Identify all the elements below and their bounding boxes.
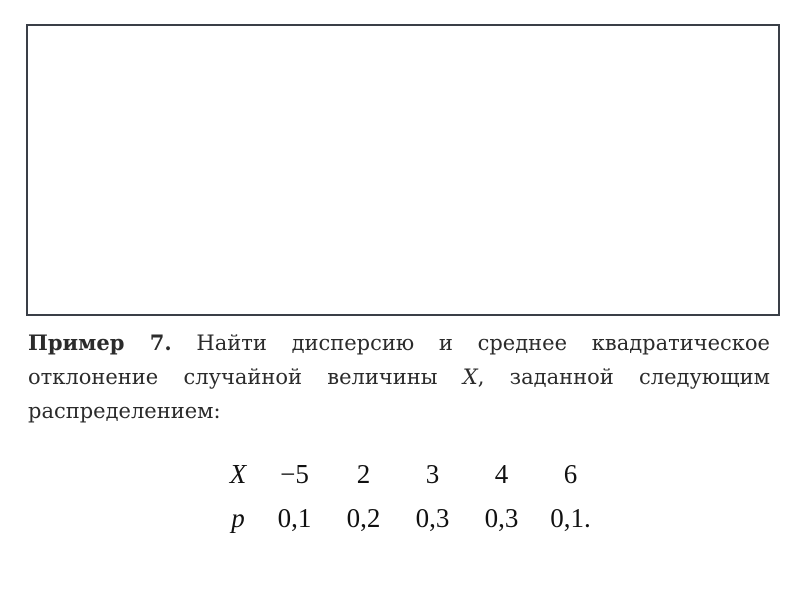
x-value: −5 [280, 458, 309, 489]
x-row-label: X [229, 458, 247, 489]
example-label: Пример 7. [28, 330, 172, 355]
distribution-table [216, 452, 605, 540]
example-text-part1: Найти дисперсию и среднее квадратическое отклонение случайной величины [28, 331, 770, 389]
p-row [216, 496, 605, 540]
p-value: 0,3 [415, 502, 450, 533]
x-value: 6 [563, 458, 578, 489]
x-value: 2 [356, 458, 371, 489]
p-value: 0,3 [484, 502, 519, 533]
x-row [216, 452, 605, 496]
example-text-part2: , заданной следующим распределением: [28, 365, 770, 423]
p-value: 0,1 [277, 502, 312, 533]
blank-overlay-box [26, 24, 780, 316]
example-variable: X [462, 365, 478, 389]
x-value: 3 [425, 458, 440, 489]
p-value: 0,1. [550, 502, 591, 533]
p-value: 0,2 [346, 502, 381, 533]
example-paragraph [28, 326, 770, 428]
p-row-label: p [231, 502, 245, 533]
x-value: 4 [494, 458, 509, 489]
